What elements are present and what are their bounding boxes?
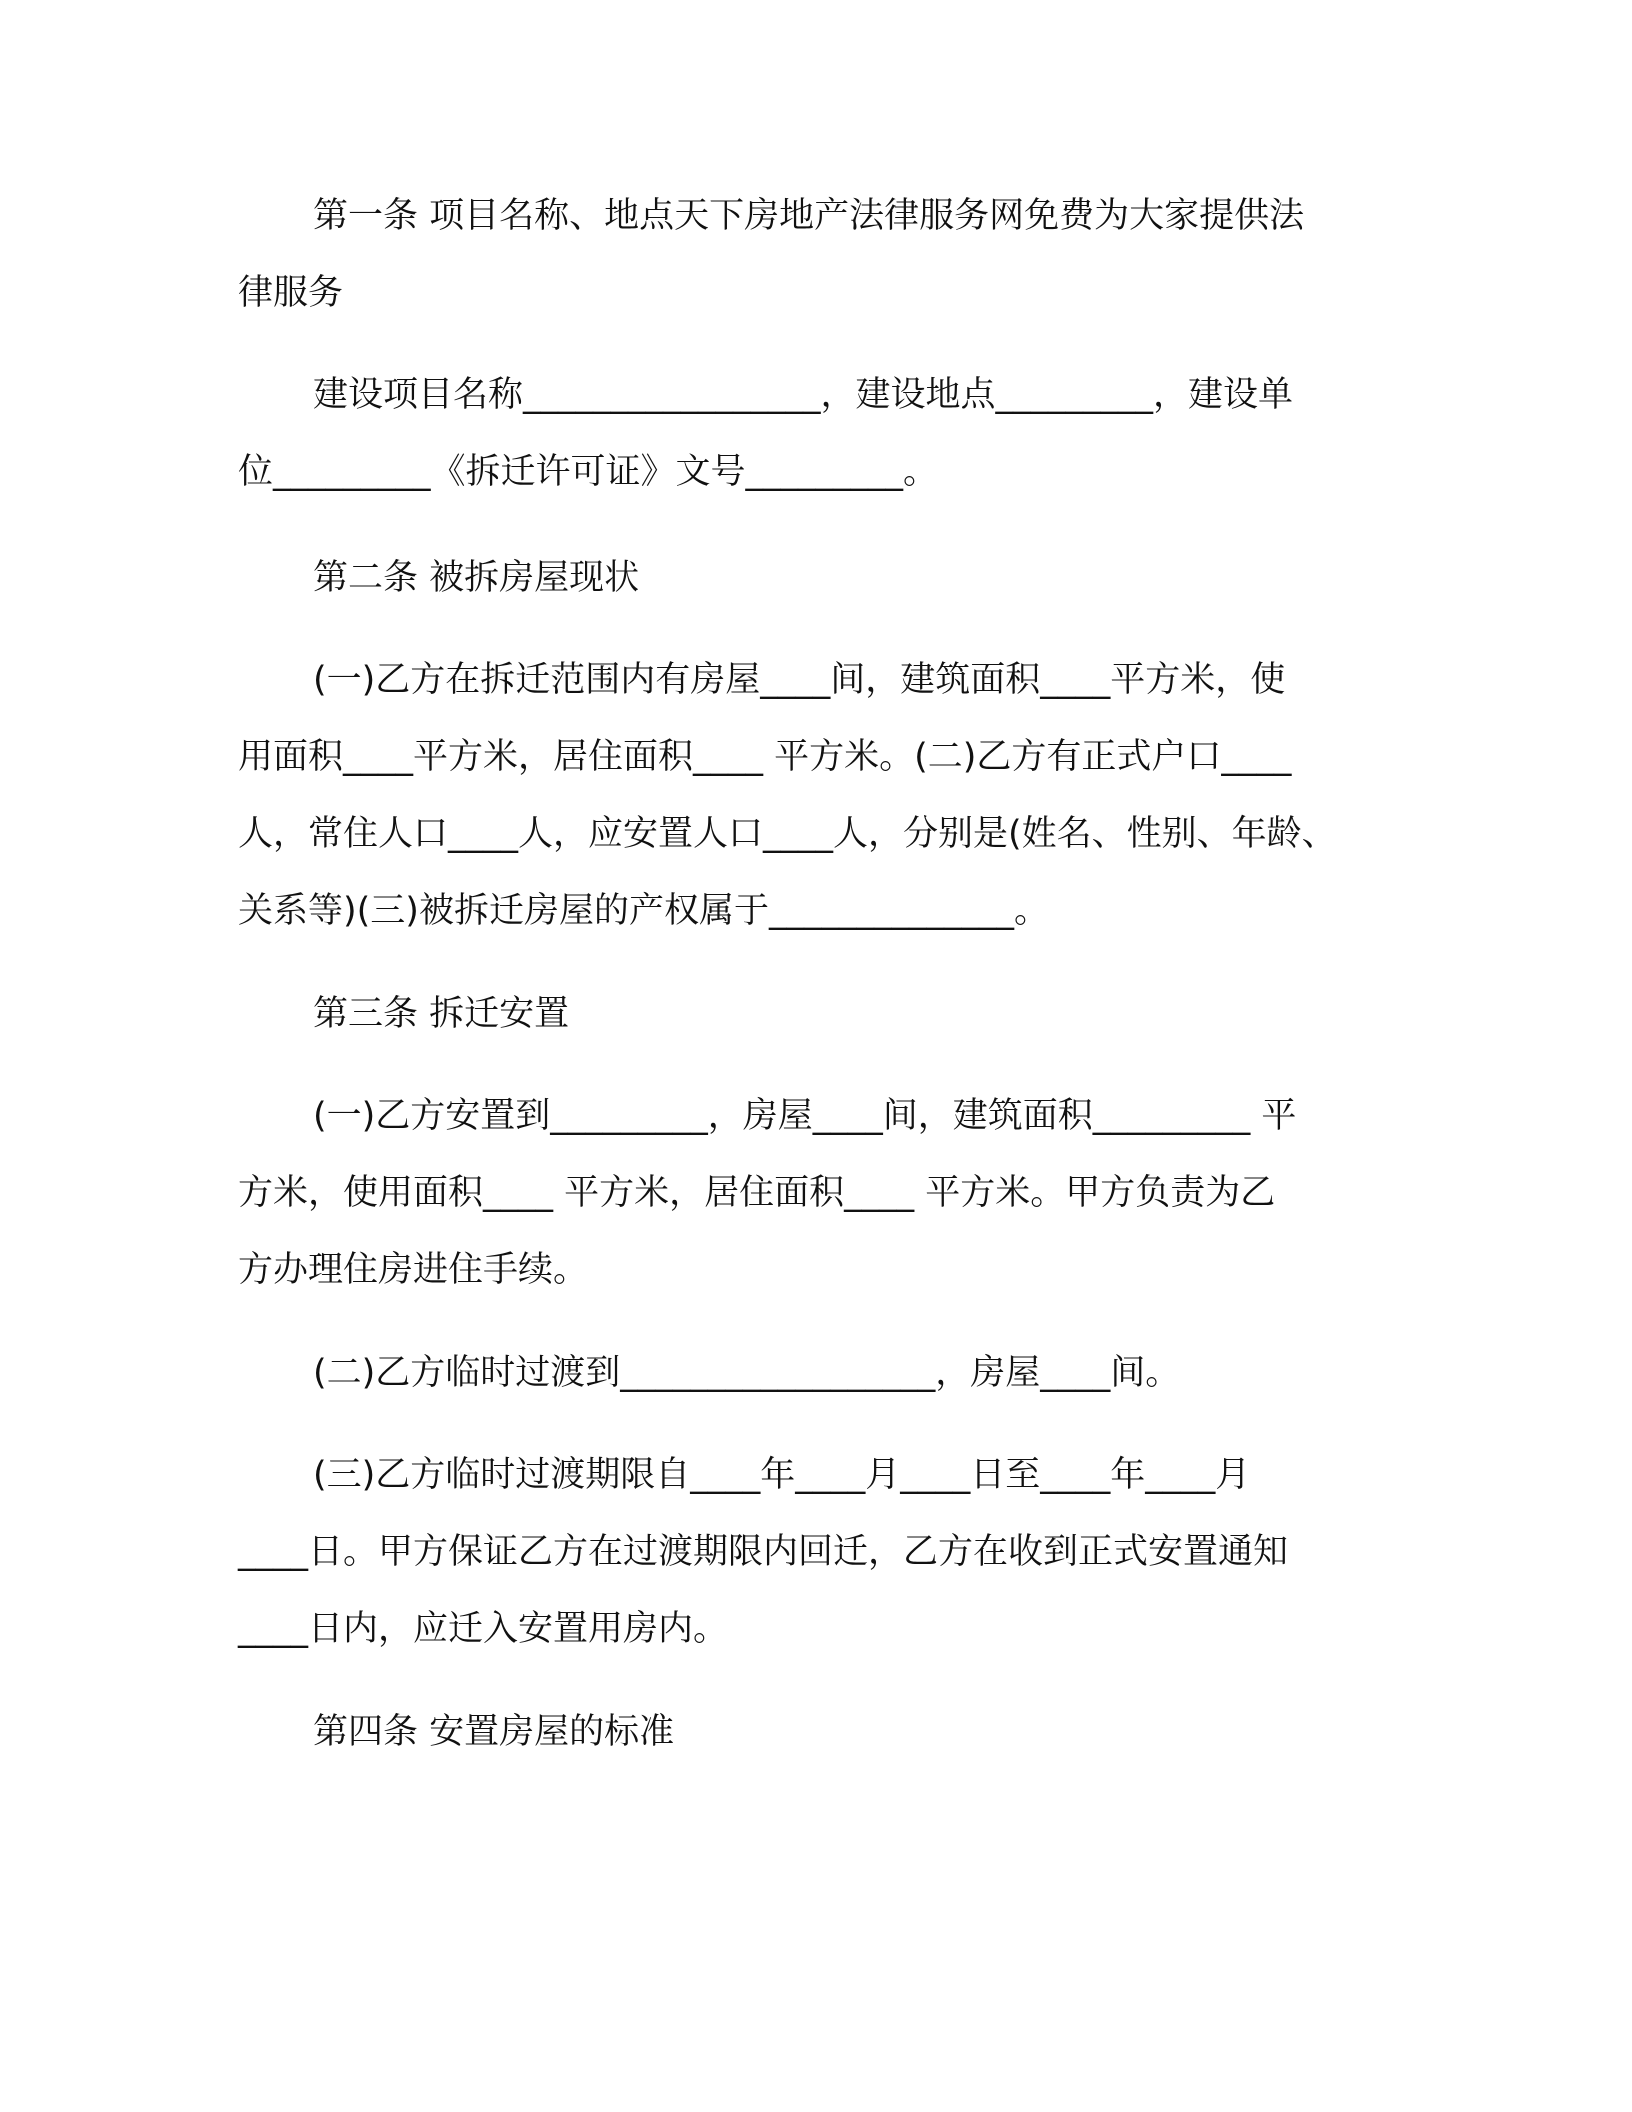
article3-item2 xyxy=(313,1335,1180,1412)
article3-heading-text: 第三条 拆迁安置 xyxy=(313,994,570,1034)
article3-item3-line2: ____日。甲方保证乙方在过渡期限内回迁，乙方在收到正式安置通知 xyxy=(238,1532,1289,1572)
article4-heading-text: 第四条 安置房屋的标准 xyxy=(313,1712,675,1752)
article3-item1-rest xyxy=(238,1155,1275,1309)
project-info-continuation xyxy=(238,434,938,511)
article2-heading xyxy=(313,540,639,617)
article3-heading xyxy=(313,976,569,1053)
article2-body-line2: 用面积____平方米，居住面积____ 平方米。(二)乙方有正式户口____ xyxy=(238,737,1292,777)
article2-body-line1: (一)乙方在拆迁范围内有房屋____间，建筑面积____平方米，使 xyxy=(313,660,1286,700)
article1-line2: 律服务 xyxy=(238,273,344,313)
article3-item1-line3: 方办理住房进住手续。 xyxy=(238,1250,589,1290)
article2-body-line4: 关系等)(三)被拆迁房屋的产权属于______________。 xyxy=(238,891,1049,931)
article1-block xyxy=(313,178,1304,255)
article2-body-line1-wrap xyxy=(313,642,1285,719)
article4-heading xyxy=(313,1694,674,1771)
article3-item1-line1: (一)乙方安置到_________，房屋____间，建筑面积_________ 平 xyxy=(313,1096,1297,1136)
article3-item3-line3: ____日内，应迁入安置用房内。 xyxy=(238,1609,729,1649)
project-info-block xyxy=(313,357,1293,434)
article2-body-rest xyxy=(238,719,1337,950)
article3-item2-line1: (二)乙方临时过渡到__________________，房屋____间。 xyxy=(313,1353,1181,1393)
project-info-line2: 位_________《拆迁许可证》文号_________。 xyxy=(238,452,939,492)
project-info-line1: 建设项目名称_________________，建设地点_________，建设单 xyxy=(313,375,1294,415)
article3-item1-line2: 方米，使用面积____ 平方米，居住面积____ 平方米。甲方负责为乙 xyxy=(238,1173,1276,1213)
article2-body-line3: 人，常住人口____人，应安置人口____人，分别是(姓名、性别、年龄、 xyxy=(238,814,1337,854)
article2-heading-text: 第二条 被拆房屋现状 xyxy=(313,558,640,598)
article3-item3-line1: (三)乙方临时过渡期限自____年____月____日至____年____月 xyxy=(313,1455,1251,1495)
article3-item1-line1-wrap xyxy=(313,1078,1296,1155)
article3-item3-rest xyxy=(238,1514,1288,1668)
article3-item3-line1-wrap xyxy=(313,1437,1250,1514)
article1-continuation xyxy=(238,255,343,332)
article1-line1: 第一条 项目名称、地点天下房地产法律服务网免费为大家提供法 xyxy=(313,196,1305,236)
